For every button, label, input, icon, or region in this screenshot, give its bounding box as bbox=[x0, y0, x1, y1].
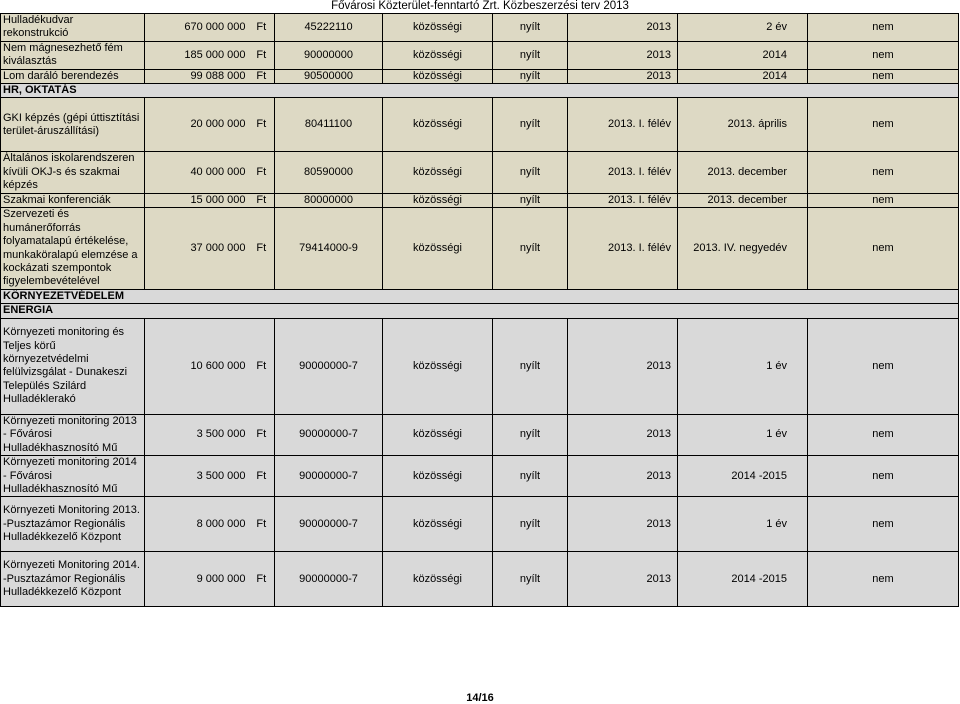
cell-start: 2013 bbox=[568, 41, 678, 69]
table-row bbox=[1, 69, 959, 83]
cell-currency: Ft bbox=[249, 552, 275, 607]
cell-start: 2013. I. félév bbox=[568, 208, 678, 290]
cell-name: Lom daráló berendezés bbox=[1, 69, 145, 83]
cell-category: közösségi bbox=[383, 98, 493, 152]
cell-start: 2013 bbox=[568, 69, 678, 83]
table-body bbox=[1, 14, 959, 607]
cell-category: közösségi bbox=[383, 193, 493, 207]
cell-start: 2013 bbox=[568, 552, 678, 607]
cell-duration: 2013. IV. negyedév bbox=[678, 208, 808, 290]
cell-name: Nem mágnesezhető fém kiválasztás bbox=[1, 41, 145, 69]
cell-category: közösségi bbox=[383, 318, 493, 414]
cell-duration: 2013. december bbox=[678, 193, 808, 207]
cell-start: 2013. I. félév bbox=[568, 193, 678, 207]
cell-currency: Ft bbox=[249, 318, 275, 414]
cell-eu-flag: nem bbox=[808, 98, 959, 152]
cell-cpv-code: 90000000-7 bbox=[275, 414, 383, 455]
cell-currency: Ft bbox=[249, 456, 275, 497]
cell-procedure: nyílt bbox=[493, 14, 568, 42]
cell-eu-flag: nem bbox=[808, 193, 959, 207]
cell-amount: 15 000 000 bbox=[145, 193, 249, 207]
section-header-row bbox=[1, 290, 959, 304]
cell-duration: 2014 bbox=[678, 41, 808, 69]
cell-name: Környezeti monitoring és Teljes körű környezetvédelmi felülvizsgálat - Dunakeszi Település Szilárd Hulladéklerakó bbox=[1, 318, 145, 414]
cell-eu-flag: nem bbox=[808, 456, 959, 497]
cell-amount: 8 000 000 bbox=[145, 497, 249, 552]
cell-eu-flag: nem bbox=[808, 152, 959, 193]
cell-start: 2013. I. félév bbox=[568, 152, 678, 193]
cell-currency: Ft bbox=[249, 208, 275, 290]
page-number: 14/16 bbox=[466, 692, 494, 704]
cell-amount: 3 500 000 bbox=[145, 456, 249, 497]
cell-eu-flag: nem bbox=[808, 497, 959, 552]
cell-duration: 1 év bbox=[678, 497, 808, 552]
section-title: ENERGIA bbox=[1, 304, 959, 318]
cell-amount: 40 000 000 bbox=[145, 152, 249, 193]
cell-duration: 2014 -2015 bbox=[678, 456, 808, 497]
cell-eu-flag: nem bbox=[808, 69, 959, 83]
cell-eu-flag: nem bbox=[808, 208, 959, 290]
cell-name: Környezeti monitoring 2014 - Fővárosi Hulladékhasznosító Mű bbox=[1, 456, 145, 497]
table-row bbox=[1, 318, 959, 414]
cell-procedure: nyílt bbox=[493, 456, 568, 497]
cell-procedure: nyílt bbox=[493, 69, 568, 83]
cell-category: közösségi bbox=[383, 41, 493, 69]
cell-procedure: nyílt bbox=[493, 193, 568, 207]
section-header-row bbox=[1, 84, 959, 98]
section-title: HR, OKTATÁS bbox=[1, 84, 959, 98]
cell-currency: Ft bbox=[249, 98, 275, 152]
table-row bbox=[1, 456, 959, 497]
cell-amount: 20 000 000 bbox=[145, 98, 249, 152]
cell-name: Hulladékudvar rekonstrukció bbox=[1, 14, 145, 42]
cell-procedure: nyílt bbox=[493, 318, 568, 414]
cell-eu-flag: nem bbox=[808, 41, 959, 69]
cell-start: 2013 bbox=[568, 456, 678, 497]
table-row bbox=[1, 414, 959, 455]
cell-currency: Ft bbox=[249, 14, 275, 42]
procurement-plan-table bbox=[0, 13, 959, 607]
cell-eu-flag: nem bbox=[808, 552, 959, 607]
cell-category: közösségi bbox=[383, 497, 493, 552]
table-row bbox=[1, 152, 959, 193]
cell-category: közösségi bbox=[383, 14, 493, 42]
cell-duration: 2014 -2015 bbox=[678, 552, 808, 607]
cell-eu-flag: nem bbox=[808, 414, 959, 455]
cell-name: GKI képzés (gépi úttisztítási terület-áruszállítási) bbox=[1, 98, 145, 152]
cell-amount: 99 088 000 bbox=[145, 69, 249, 83]
cell-cpv-code: 90000000-7 bbox=[275, 552, 383, 607]
cell-amount: 9 000 000 bbox=[145, 552, 249, 607]
cell-start: 2013 bbox=[568, 414, 678, 455]
cell-amount: 37 000 000 bbox=[145, 208, 249, 290]
cell-category: közösségi bbox=[383, 552, 493, 607]
cell-currency: Ft bbox=[249, 193, 275, 207]
section-title: KÖRNYEZETVÉDELEM bbox=[1, 290, 959, 304]
cell-category: közösségi bbox=[383, 208, 493, 290]
cell-name: Általános iskolarendszeren kívüli OKJ-s és szakmai képzés bbox=[1, 152, 145, 193]
cell-procedure: nyílt bbox=[493, 414, 568, 455]
table-row bbox=[1, 98, 959, 152]
cell-cpv-code: 90000000-7 bbox=[275, 497, 383, 552]
cell-amount: 3 500 000 bbox=[145, 414, 249, 455]
cell-cpv-code: 90000000 bbox=[275, 41, 383, 69]
cell-procedure: nyílt bbox=[493, 41, 568, 69]
cell-cpv-code: 45222110 bbox=[275, 14, 383, 42]
cell-start: 2013 bbox=[568, 497, 678, 552]
cell-procedure: nyílt bbox=[493, 98, 568, 152]
cell-currency: Ft bbox=[249, 41, 275, 69]
cell-category: közösségi bbox=[383, 414, 493, 455]
cell-cpv-code: 80411100 bbox=[275, 98, 383, 152]
cell-currency: Ft bbox=[249, 414, 275, 455]
cell-cpv-code: 80590000 bbox=[275, 152, 383, 193]
cell-procedure: nyílt bbox=[493, 552, 568, 607]
cell-eu-flag: nem bbox=[808, 14, 959, 42]
cell-start: 2013 bbox=[568, 14, 678, 42]
cell-category: közösségi bbox=[383, 152, 493, 193]
cell-category: közösségi bbox=[383, 456, 493, 497]
table-row bbox=[1, 193, 959, 207]
cell-procedure: nyílt bbox=[493, 152, 568, 193]
table-row bbox=[1, 552, 959, 607]
cell-duration: 2 év bbox=[678, 14, 808, 42]
cell-currency: Ft bbox=[249, 69, 275, 83]
cell-procedure: nyílt bbox=[493, 497, 568, 552]
cell-duration: 2013. december bbox=[678, 152, 808, 193]
cell-duration: 1 év bbox=[678, 318, 808, 414]
cell-name: Környezeti Monitoring 2014. -Pusztazámor Regionális Hulladékkezelő Központ bbox=[1, 552, 145, 607]
table-row bbox=[1, 41, 959, 69]
cell-name: Szakmai konferenciák bbox=[1, 193, 145, 207]
cell-name: Környezeti Monitoring 2013. -Pusztazámor Regionális Hulladékkezelő Központ bbox=[1, 497, 145, 552]
cell-name: Környezeti monitoring 2013 - Fővárosi Hulladékhasznosító Mű bbox=[1, 414, 145, 455]
cell-amount: 185 000 000 bbox=[145, 41, 249, 69]
cell-cpv-code: 90000000-7 bbox=[275, 318, 383, 414]
cell-amount: 670 000 000 bbox=[145, 14, 249, 42]
cell-cpv-code: 79414000-9 bbox=[275, 208, 383, 290]
cell-cpv-code: 90000000-7 bbox=[275, 456, 383, 497]
table-row bbox=[1, 14, 959, 42]
page-header-title: Fővárosi Közterület-fenntartó Zrt. Közbeszerzési terv 2013 bbox=[331, 0, 629, 12]
cell-eu-flag: nem bbox=[808, 318, 959, 414]
cell-cpv-code: 90500000 bbox=[275, 69, 383, 83]
section-header-row bbox=[1, 304, 959, 318]
cell-cpv-code: 80000000 bbox=[275, 193, 383, 207]
cell-duration: 2014 bbox=[678, 69, 808, 83]
cell-category: közösségi bbox=[383, 69, 493, 83]
cell-duration: 2013. április bbox=[678, 98, 808, 152]
cell-duration: 1 év bbox=[678, 414, 808, 455]
cell-start: 2013 bbox=[568, 318, 678, 414]
table-row bbox=[1, 497, 959, 552]
cell-amount: 10 600 000 bbox=[145, 318, 249, 414]
cell-currency: Ft bbox=[249, 152, 275, 193]
cell-start: 2013. I. félév bbox=[568, 98, 678, 152]
cell-currency: Ft bbox=[249, 497, 275, 552]
cell-name: Szervezeti és humánerőforrás folyamatalapú értékelése, munkaköralapú elemzése a kockázati szempontok figyelembevételével bbox=[1, 208, 145, 290]
table-row bbox=[1, 208, 959, 290]
cell-procedure: nyílt bbox=[493, 208, 568, 290]
